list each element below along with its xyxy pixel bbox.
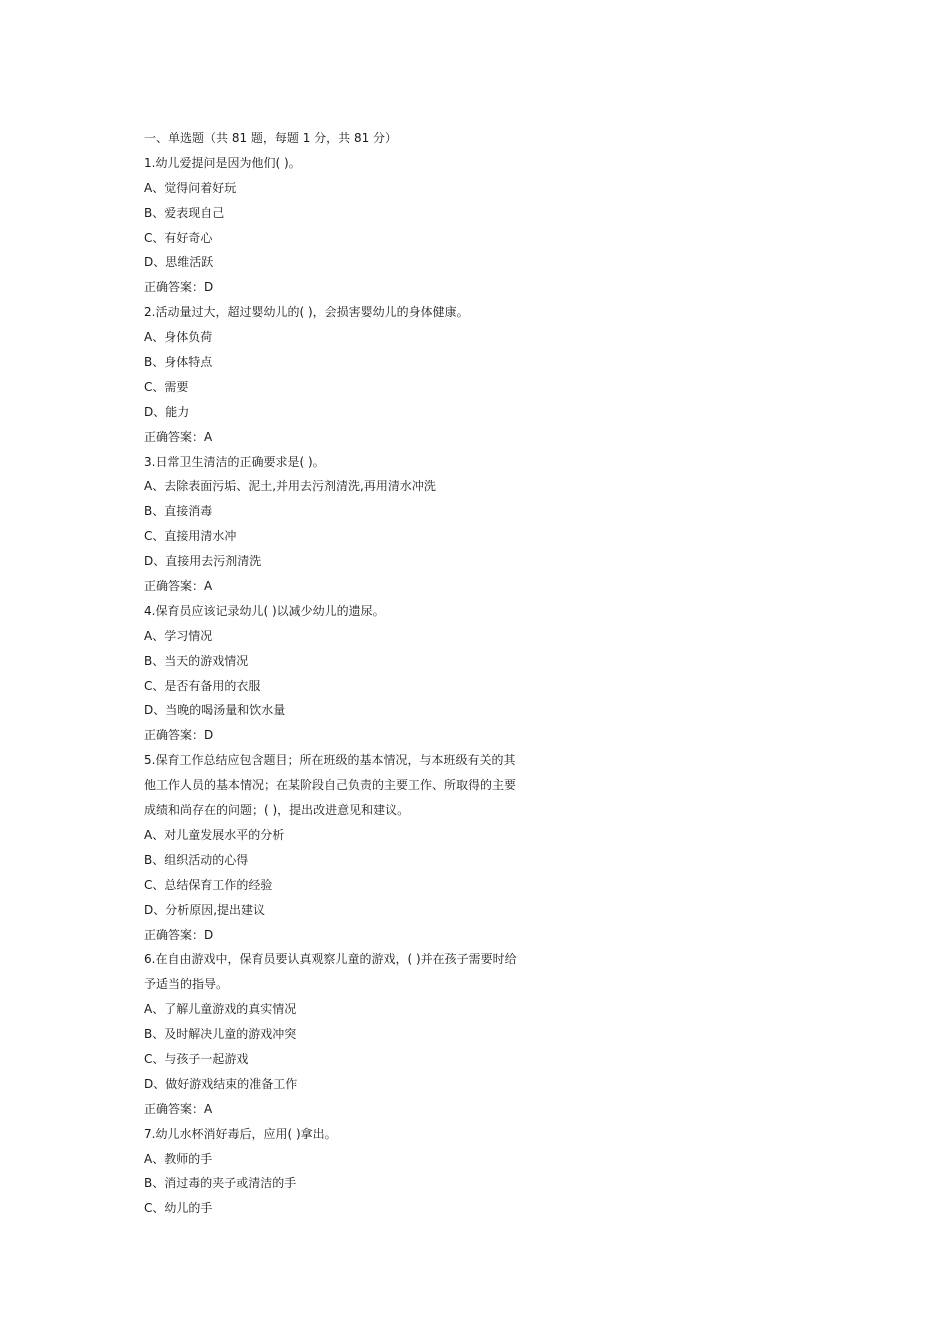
option-c: C、幼儿的手	[144, 1201, 213, 1216]
question-stem-line-3: 成绩和尚存在的问题；( )，提出改进意见和建议。	[144, 803, 410, 818]
option-a: A、了解儿童游戏的真实情况	[144, 1002, 297, 1017]
question-stem-line-2: 予适当的指导。	[144, 977, 229, 992]
option-b: B、消过毒的夹子或清洁的手	[144, 1176, 297, 1191]
correct-answer: 正确答案：D	[144, 280, 214, 295]
option-c: C、是否有备用的衣服	[144, 678, 261, 693]
question-stem: 4.保育员应该记录幼儿( )以减少幼儿的遗尿。	[144, 603, 385, 618]
option-b: B、直接消毒	[144, 504, 213, 519]
question-stem-line-2: 他工作人员的基本情况；在某阶段自己负责的主要工作、所取得的主要	[144, 778, 517, 793]
option-d: D、直接用去污剂清洗	[144, 554, 262, 569]
correct-answer: 正确答案：D	[144, 728, 214, 743]
option-a: A、去除表面污垢、泥土,并用去污剂清洗,再用清水冲洗	[144, 479, 436, 494]
question-5	[144, 748, 544, 947]
option-c: C、与孩子一起游戏	[144, 1051, 249, 1066]
option-c: C、总结保育工作的经验	[144, 877, 273, 892]
correct-answer: 正确答案：A	[144, 1101, 213, 1116]
section-heading: 一、单选题（共 81 题，每题 1 分，共 81 分）	[144, 131, 398, 145]
option-b: B、组织活动的心得	[144, 852, 249, 867]
option-a: A、身体负荷	[144, 330, 213, 345]
correct-answer: 正确答案：A	[144, 429, 213, 444]
option-b: B、身体特点	[144, 355, 213, 370]
correct-answer: 正确答案：D	[144, 927, 214, 942]
question-stem: 2.活动量过大，超过婴幼儿的( )，会损害婴幼儿的身体健康。	[144, 305, 469, 320]
option-a: A、对儿童发展水平的分析	[144, 827, 285, 842]
question-stem-line-1: 6.在自由游戏中，保育员要认真观察儿童的游戏，( )并在孩子需要时给	[144, 952, 517, 967]
option-a: A、觉得问着好玩	[144, 180, 237, 195]
option-d: D、做好游戏结束的准备工作	[144, 1076, 298, 1091]
correct-answer: 正确答案：A	[144, 579, 213, 594]
question-stem: 7.幼儿水杯消好毒后，应用( )拿出。	[144, 1126, 337, 1141]
question-3	[144, 450, 544, 599]
option-a: A、教师的手	[144, 1151, 213, 1166]
option-b: B、当天的游戏情况	[144, 653, 249, 668]
question-1	[144, 151, 544, 300]
document-page	[144, 126, 544, 1221]
question-stem: 1.幼儿爱提问是因为他们( )。	[144, 155, 301, 170]
option-b: B、爱表现自己	[144, 205, 225, 220]
question-6	[144, 947, 544, 1121]
option-d: D、思维活跃	[144, 255, 214, 270]
option-c: C、有好奇心	[144, 230, 213, 245]
option-a: A、学习情况	[144, 628, 213, 643]
option-d: D、当晚的喝汤量和饮水量	[144, 703, 286, 718]
question-7	[144, 1122, 544, 1222]
question-2	[144, 300, 544, 449]
option-d: D、分析原因,提出建议	[144, 902, 266, 917]
question-stem: 3.日常卫生清洁的正确要求是( )。	[144, 454, 325, 469]
question-4	[144, 599, 544, 748]
option-d: D、能力	[144, 404, 190, 419]
option-c: C、直接用清水冲	[144, 529, 237, 544]
option-c: C、需要	[144, 379, 189, 394]
option-b: B、及时解决儿童的游戏冲突	[144, 1027, 297, 1042]
question-stem-line-1: 5.保育工作总结应包含题目；所在班级的基本情况，与本班级有关的其	[144, 753, 516, 768]
